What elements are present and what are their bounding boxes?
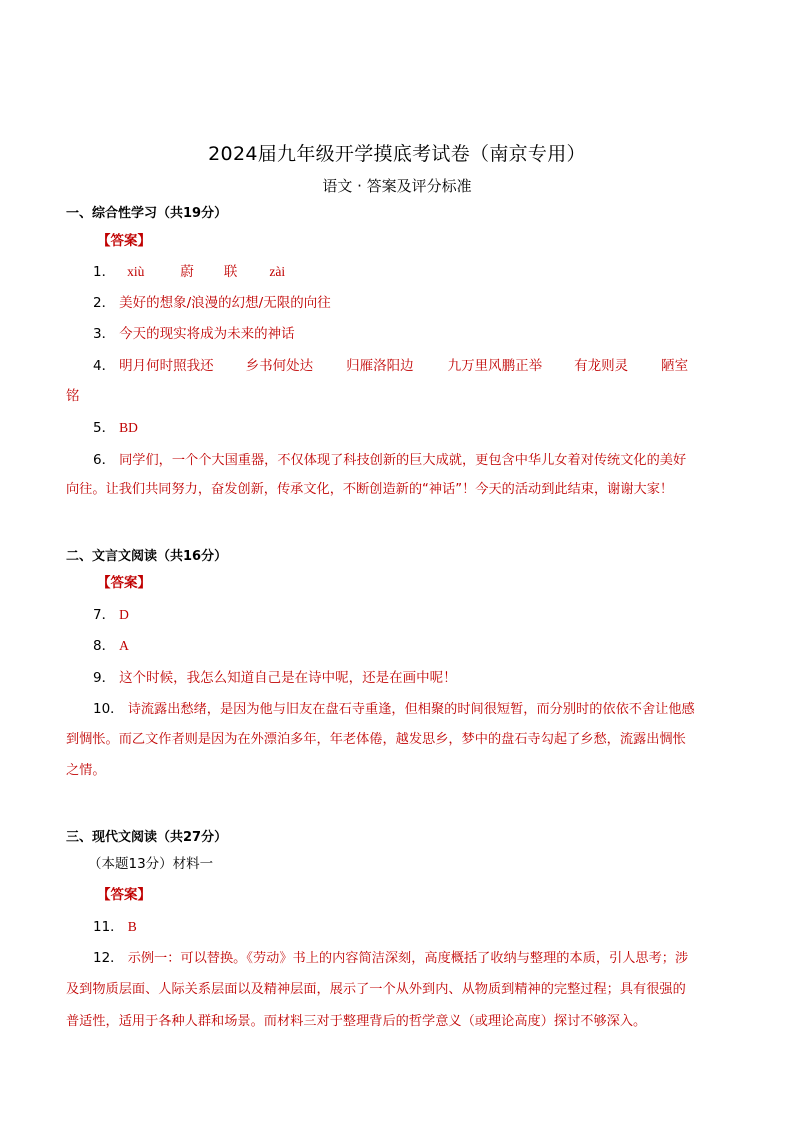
question-4-number: 4．	[93, 358, 116, 374]
question-7-number: 7．	[93, 607, 116, 623]
document-title: 2024届九年级开学摸底考试卷（南京专用）	[208, 143, 586, 165]
question-1-item-1: xiù	[127, 264, 145, 279]
question-4-item-5: 有龙则灵	[574, 358, 629, 374]
question-11-number: 11．	[93, 919, 124, 935]
question-12-number: 12．	[93, 950, 124, 966]
question-5-number: 5．	[93, 420, 116, 436]
question-1	[93, 263, 285, 281]
question-7-answer: D	[119, 607, 129, 622]
question-12-answer-line-3: 普适性，适用于各种人群和场景。而材料三对于整理背后的哲学意义（或理论高度）探讨不够深入。	[66, 1014, 647, 1029]
question-11-answer: B	[127, 919, 137, 934]
question-6-answer-line-1: 同学们，一个个大国重器，不仅体现了科技创新的巨大成就，更包含中华儿女着对传统文化的美好	[119, 453, 687, 468]
question-3-number: 3．	[93, 326, 116, 342]
question-8	[93, 637, 129, 655]
question-10-number: 10．	[93, 701, 124, 717]
question-4-item-2: 乡书何处达	[245, 358, 314, 374]
question-12-answer-line-2: 及到物质层面、人际关系层面以及精神层面，展示了一个从外到内、从物质到精神的完整过程；具有很强的	[66, 982, 686, 997]
section-1-answer-label: 【答案】	[97, 233, 151, 249]
question-1-item-4: zài	[269, 264, 286, 279]
section-1-heading: 一、综合性学习（共19分）	[66, 206, 228, 221]
question-4-item-1: 明月何时照我还	[119, 358, 214, 374]
question-4-item-6: 陋室	[661, 358, 689, 374]
question-5	[93, 419, 138, 437]
question-6-number: 6．	[93, 452, 116, 468]
question-10-answer-line-1: 诗流露出愁绪，是因为他与旧友在盘石寺重逢，但相聚的时间很短暂，而分别时的依依不舍让他感	[127, 702, 695, 717]
document-subtitle: 语文 · 答案及评分标准	[322, 177, 472, 195]
section-2-answer-label: 【答案】	[97, 575, 151, 591]
question-9	[93, 669, 457, 687]
question-3-answer: 今天的现实将成为未来的神话	[119, 326, 295, 342]
question-2	[93, 294, 331, 312]
question-10-answer-line-3: 之情。	[66, 763, 106, 778]
question-4-continuation: 铭	[66, 388, 80, 404]
question-8-number: 8．	[93, 638, 116, 654]
question-2-number: 2．	[93, 295, 116, 311]
section-2-heading: 二、文言文阅读（共16分）	[66, 549, 228, 564]
question-4	[93, 357, 688, 375]
question-1-item-3: 联	[223, 264, 238, 280]
section-3-heading: 三、现代文阅读（共27分）	[66, 830, 228, 845]
section-3-answer-label: 【答案】	[97, 887, 151, 903]
question-7	[93, 606, 129, 624]
question-3	[93, 325, 295, 343]
question-12-line-1	[93, 949, 688, 968]
question-6-answer-line-2: 向往。让我们共同努力，奋发创新，传承文化，不断创造新的“神话”！今天的活动到此结束，谢谢大家！	[66, 482, 674, 497]
question-12-answer-line-1: 示例一：可以替换。《劳动》书上的内容简洁深刻，高度概括了收纳与整理的本质，引人思考；涉	[127, 951, 689, 966]
question-1-item-2: 蔚	[180, 264, 194, 280]
question-9-answer: 这个时候，我怎么知道自己是在诗中呢，还是在画中呢！	[119, 670, 457, 686]
section-3-note: （本题13分）材料一	[88, 856, 214, 872]
question-8-answer: A	[119, 638, 129, 653]
question-6-line-1	[93, 451, 686, 470]
question-9-number: 9．	[93, 670, 116, 686]
question-10-line-1	[93, 700, 695, 719]
question-10-answer-line-2: 到惆怅。而乙文作者则是因为在外漂泊多年，年老体倦，越发思乡，梦中的盘石寺勾起了乡愁，流露出惆怅	[66, 732, 686, 747]
question-2-answer: 美好的想象/浪漫的幻想/无限的向往	[119, 295, 331, 311]
question-1-number: 1．	[93, 264, 116, 280]
question-5-answer: BD	[119, 420, 138, 435]
question-11	[93, 918, 137, 936]
question-4-item-3: 归雁洛阳边	[346, 358, 414, 374]
question-4-item-4: 九万里风鹏正举	[447, 358, 543, 374]
